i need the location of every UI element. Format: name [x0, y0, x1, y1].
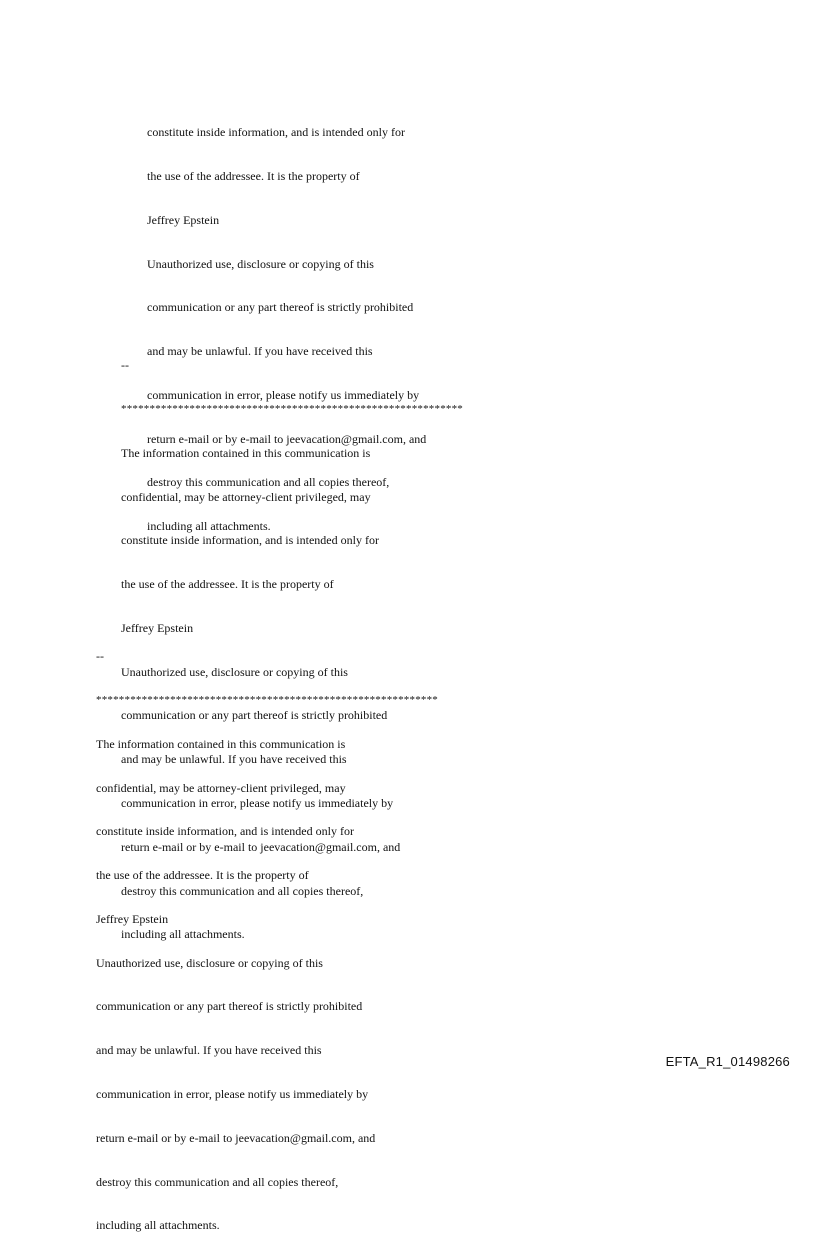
- disclaimer-line: the use of the addressee. It is the property of: [121, 577, 334, 592]
- disclaimer-line: communication in error, please notify us immediately by: [147, 387, 420, 402]
- disclaimer-line: and may be unlawful. If you have received this: [96, 1043, 322, 1058]
- disclaimer-line: Jeffrey Epstein: [147, 212, 220, 227]
- disclaimer-line: communication in error, please notify us immediately by: [121, 796, 394, 810]
- disclaimer-line: return e-mail or by e-mail to jeevacation@gmail.com, and: [96, 1130, 376, 1145]
- document-id: EFTA_R1_01498266: [665, 1054, 790, 1069]
- disclaimer-line: communication or any part thereof is strictly prohibited: [147, 300, 414, 315]
- disclaimer-line: including all attachments.: [96, 1218, 220, 1233]
- disclaimer-line: destroy this communication and all copies thereof,: [121, 883, 364, 898]
- disclaimer-line: Unauthorized use, disclosure or copying of this: [96, 955, 323, 970]
- disclaimer-line: including all attachments.: [121, 927, 245, 942]
- disclaimer-line: and may be unlawful. If you have received this: [147, 344, 373, 359]
- disclaimer-line: The information contained in this communication is: [96, 736, 346, 751]
- disclaimer-line: confidential, may be attorney-client privileged, may: [121, 489, 371, 504]
- disclaimer-line: the use of the addressee. It is the property of: [147, 168, 360, 183]
- disclaimer-line: including all attachments.: [147, 519, 271, 534]
- disclaimer-line: the use of the addressee. It is the property of: [96, 868, 309, 883]
- disclaimer-line: constitute inside information, and is intended only for: [147, 125, 405, 140]
- disclaimer-line: communication or any part thereof is strictly prohibited: [121, 708, 388, 723]
- disclaimer-line: communication or any part thereof is strictly prohibited: [96, 999, 363, 1014]
- disclaimer-line: Unauthorized use, disclosure or copying of this: [121, 664, 348, 679]
- signature-separator: --: [121, 358, 129, 373]
- disclaimer-line: The information contained in this communication is: [121, 445, 371, 460]
- signature-separator: --: [96, 649, 104, 664]
- disclaimer-line: destroy this communication and all copies thereof,: [96, 1174, 339, 1189]
- disclaimer-line: and may be unlawful. If you have received this: [121, 752, 347, 767]
- disclaimer-line: return e-mail or by e-mail to jeevacation@gmail.com, and: [121, 839, 401, 854]
- disclaimer-line: Unauthorized use, disclosure or copying of this: [147, 256, 374, 271]
- disclaimer-line: constitute inside information, and is intended only for: [121, 533, 379, 548]
- disclaimer-block-3: [96, 620, 438, 1248]
- disclaimer-line: communication in error, please notify us immediately by: [96, 1087, 369, 1101]
- asterisk-rule: ************************************************************: [121, 402, 463, 415]
- disclaimer-line: Jeffrey Epstein: [96, 911, 169, 926]
- disclaimer-line: constitute inside information, and is intended only for: [96, 824, 354, 839]
- disclaimer-line: confidential, may be attorney-client privileged, may: [96, 780, 346, 795]
- disclaimer-line: Jeffrey Epstein: [121, 620, 194, 635]
- asterisk-rule: ************************************************************: [96, 693, 438, 706]
- disclaimer-line: destroy this communication and all copies thereof,: [147, 475, 390, 490]
- disclaimer-line: return e-mail or by e-mail to jeevacation@gmail.com, and: [147, 431, 427, 446]
